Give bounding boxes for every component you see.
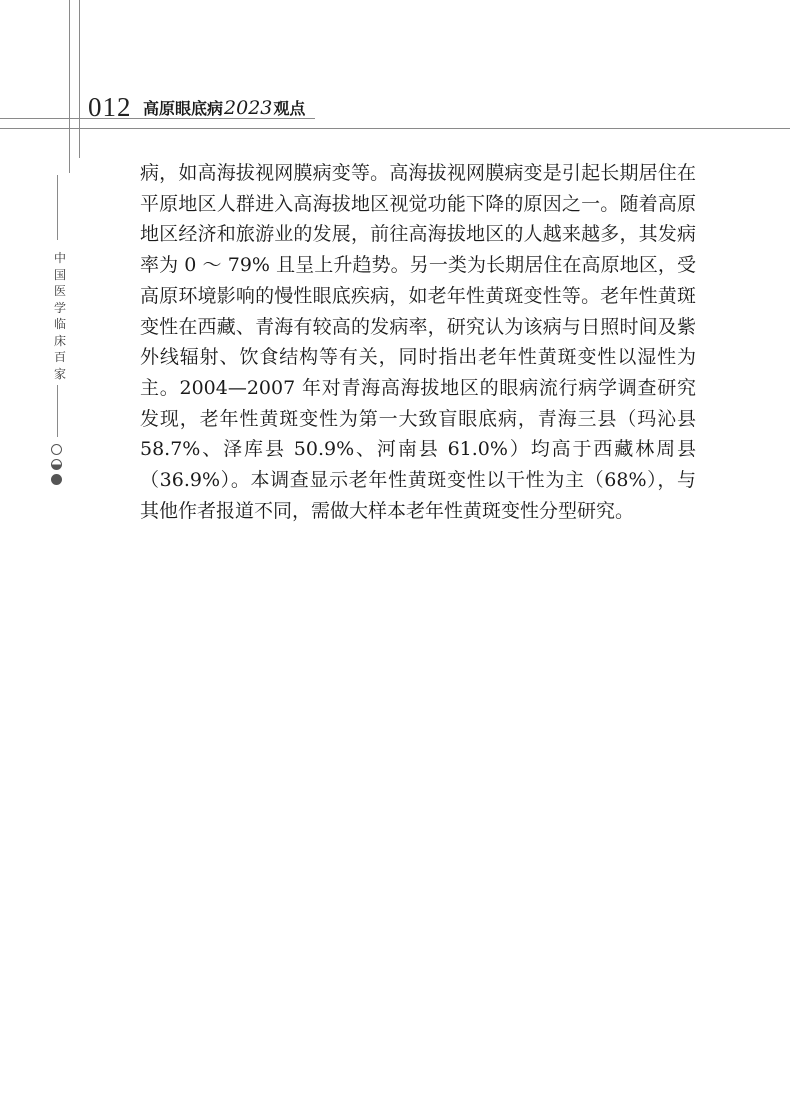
body-paragraph: 病，如高海拔视网膜病变等。高海拔视网膜病变是引起长期居住在平原地区人群进入高海拔地区视觉功能下降的原因之一。随着高原地区经济和旅游业的发展，前往高海拔地区的人越来越多，其发病率为 0 ～ 79% 且呈上升趋势。另一类为长期居住在高原地区，受高原环境影响的慢性眼底疾病，如老年性黄斑变性等。老年性黄斑变性在西藏、青海有较高的发病率，研究认为该病与日照时间及紫外线辐射、饮食结构等有关，同时指出老年性黄斑变性以湿性为主。2004—2007 年对青海高海拔地区的眼病流行病学调查研究发现，老年性黄斑变性为第一大致盲眼底病，青海三县（玛沁县 58.7%、泽库县 50.9%、河南县 61.0%）均高于西藏林周县（36.9%）。本调查显示老年性黄斑变性以干性为主（68%），与其他作者报道不同，需做大样本老年性黄斑变性分型研究。 — [140, 162, 696, 522]
frame-vertical-line-outer — [69, 0, 70, 173]
book-title-suffix: 观点 — [273, 99, 306, 118]
sidebar-line-bottom — [57, 385, 58, 437]
header-rule-lower — [0, 128, 790, 129]
series-name: 中国医学临床百家 — [53, 251, 66, 381]
filled-circle-icon — [51, 474, 62, 485]
frame-vertical-line-inner — [79, 0, 80, 158]
book-title-year: 2023 — [224, 97, 273, 119]
book-title-prefix: 高原眼底病 — [143, 99, 224, 118]
empty-circle-icon — [51, 444, 62, 455]
page-number: 012 — [88, 92, 132, 122]
half-filled-circle-icon — [51, 459, 62, 470]
book-title — [143, 97, 305, 120]
sidebar-line-top — [57, 175, 58, 240]
